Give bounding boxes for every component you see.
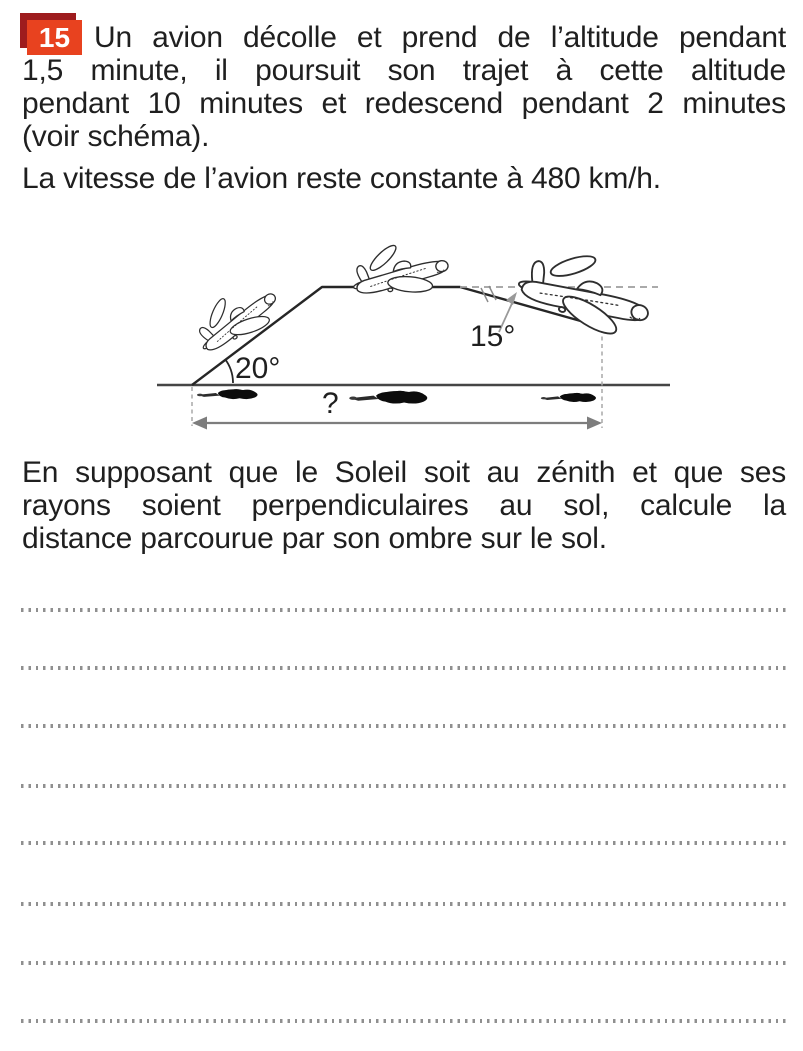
shadow-scribble-middle bbox=[349, 391, 427, 404]
unknown-distance-label: ? bbox=[322, 387, 339, 420]
statement-line: pendant 10 minutes et redescend pendant 2 minutes bbox=[22, 87, 786, 120]
shadow-scribble-right bbox=[541, 393, 596, 402]
takeoff-angle-label: 20° bbox=[235, 352, 281, 385]
airplane-descending-sketch bbox=[511, 232, 662, 348]
statement-line: La vitesse de l’avion reste constante à 480 km/h. bbox=[22, 162, 661, 195]
descent-angle-label: 15° bbox=[470, 320, 516, 353]
airplane-cruising-sketch bbox=[348, 235, 452, 305]
trajectory-diagram bbox=[0, 215, 803, 435]
question-line: En supposant que le Soleil soit au zénith et que ses bbox=[22, 456, 786, 489]
answer-line bbox=[21, 784, 787, 788]
exercise-number: 15 bbox=[38, 21, 71, 53]
answer-line bbox=[21, 902, 787, 906]
speed-sentence bbox=[22, 162, 786, 195]
shadow-scribble-left bbox=[197, 389, 258, 399]
distance-measure-arrow bbox=[192, 417, 602, 430]
answer-line bbox=[21, 961, 787, 965]
statement-line-text: Un avion décolle et prend de l’altitude pendant bbox=[94, 21, 786, 54]
answer-line bbox=[21, 724, 787, 728]
answer-line bbox=[21, 1019, 787, 1023]
statement-line: (voir schéma). bbox=[22, 120, 210, 153]
answer-line bbox=[21, 608, 787, 612]
question-text bbox=[22, 456, 786, 555]
statement-line bbox=[22, 21, 786, 54]
airplane-climbing-sketch bbox=[185, 272, 287, 362]
problem-statement bbox=[22, 21, 786, 153]
answer-line bbox=[21, 841, 787, 845]
takeoff-angle-arc bbox=[225, 359, 233, 383]
answer-line bbox=[21, 666, 787, 670]
question-line: rayons soient perpendiculaires au sol, calcule la bbox=[22, 489, 786, 522]
statement-line: 1,5 minute, il poursuit son trajet à cette altitude bbox=[22, 54, 786, 87]
question-line: distance parcourue par son ombre sur le sol. bbox=[22, 522, 607, 555]
